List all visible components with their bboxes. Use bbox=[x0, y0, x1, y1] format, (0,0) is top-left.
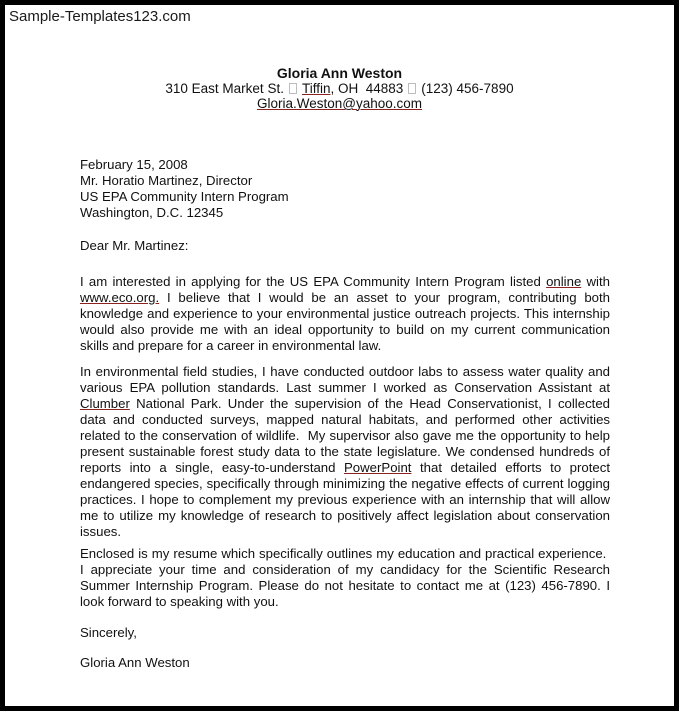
p1-text: with bbox=[581, 274, 614, 289]
letter-body bbox=[80, 157, 614, 671]
closing-sincerely: Sincerely, bbox=[80, 625, 137, 640]
p3-text: Enclosed is my resume which specifically outlines my education and practical experience. I appreciate your time and consideration of my candidacy for the Scientific Research Summer Internship Program. Please do not hesitate to contact me at (123) 456-7890. I look forward to speaking with you. bbox=[80, 546, 614, 609]
address-state-zip: , OH 44883 bbox=[330, 81, 404, 96]
p1-text: I am interested in applying for the US EPA Community Intern Program listed bbox=[80, 274, 547, 289]
recipient-org: US EPA Community Intern Program bbox=[80, 189, 289, 204]
closing-signature: Gloria Ann Weston bbox=[80, 655, 190, 670]
separator-box-icon bbox=[408, 83, 416, 94]
sender-phone: (123) 456-7890 bbox=[421, 81, 514, 96]
paragraph-1 bbox=[80, 274, 614, 354]
sender-email-link[interactable]: Gloria.Weston@yahoo.com bbox=[256, 96, 423, 111]
sender-email-line bbox=[5, 96, 674, 111]
date-line: February 15, 2008 bbox=[80, 157, 188, 172]
salutation: Dear Mr. Martinez: bbox=[80, 238, 189, 253]
p2-text: that detailed efforts to protect endangered species, specifically through minimizing the negative effects of current logging practices. I hope to complement my previous experience with an internship that will allow me to utilize my knowledge of research to positively affect legislation about conservation issues. bbox=[80, 460, 614, 539]
recipient-block bbox=[80, 173, 610, 221]
address-street: 310 East Market St. bbox=[165, 81, 284, 96]
sender-name: Gloria Ann Weston bbox=[276, 65, 403, 81]
paragraph-3 bbox=[80, 546, 614, 610]
sender-address-line bbox=[5, 81, 674, 96]
recipient-name: Mr. Horatio Martinez, Director bbox=[80, 173, 253, 188]
p1-text: I believe that I would be an asset to your program, contributing both knowledge and experience to your environmental justice outreach projects. This internship would also provide me with an ideal opportunity to build on my current communication skills and prepare for a career in environmental law. bbox=[80, 290, 614, 353]
p2-text: In environmental field studies, I have conducted outdoor labs to assess water quality and various EPA pollution standards. Last summer I worked as Conservation Assistant at bbox=[80, 364, 614, 395]
watermark: Sample-Templates123.com bbox=[9, 8, 191, 25]
online-link[interactable]: online bbox=[546, 274, 582, 289]
powerpoint-underlined: PowerPoint bbox=[344, 460, 412, 475]
p2-text: National Park. Under the supervision of the Head Conservationist, I collected data and conducted surveys, mapped natural habitats, and performed other activities related to the conservation of wildlife. My supervisor also gave me the opportunity to help present sustainable forest study data to the state legislature. We condensed hundreds of reports into a single, easy-to-understand bbox=[80, 396, 614, 475]
recipient-city: Washington, D.C. 12345 bbox=[80, 205, 224, 220]
paragraph-2 bbox=[80, 364, 614, 540]
eco-org-link[interactable]: www.eco.org. bbox=[80, 290, 160, 305]
letterhead bbox=[5, 66, 674, 111]
address-city-underlined: Tiffin bbox=[301, 81, 331, 96]
separator-box-icon bbox=[289, 83, 297, 94]
clumber-underlined: Clumber bbox=[80, 396, 130, 411]
